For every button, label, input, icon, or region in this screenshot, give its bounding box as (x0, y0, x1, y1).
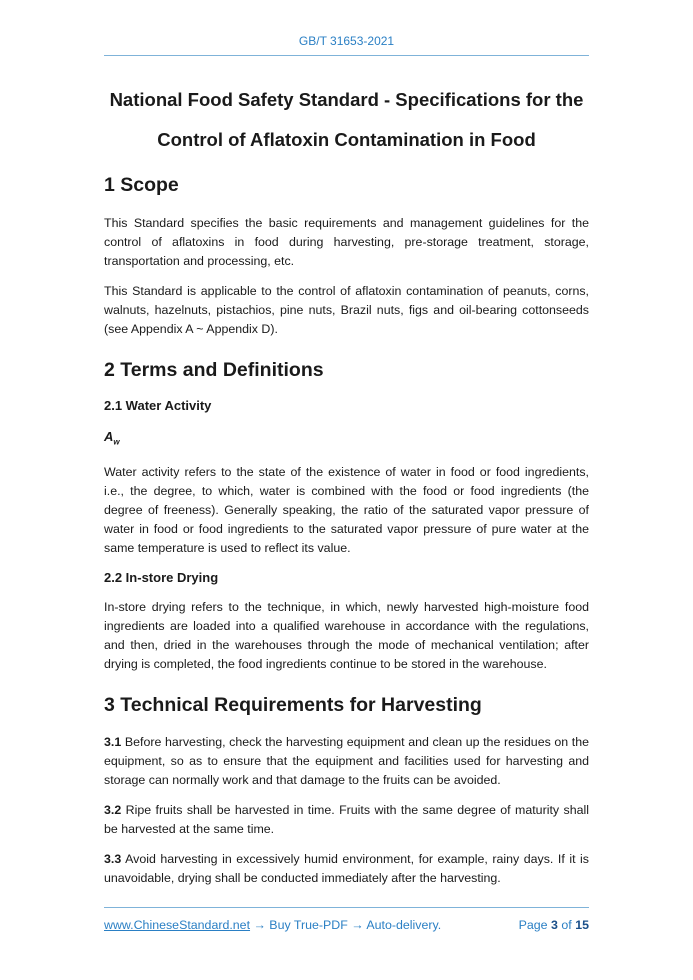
in-store-drying-definition: In-store drying refers to the technique, in which, newly harvested high-moisture food ingredients are loaded into a qualified warehouse in accordance with the regulations, and then, dried in the warehouses through the mode of mechanical ventilation; after drying is completed, the food ingredients continue to be stored in the warehouse. (104, 599, 589, 671)
footer-divider (104, 907, 589, 908)
total-pages: 15 (575, 918, 589, 932)
page-indicator: Page 3 of 15 (518, 918, 589, 932)
section-1-heading: 1 Scope (104, 174, 179, 196)
page-footer (104, 918, 589, 932)
footer-promo-text: → Buy True-PDF → Auto-delivery. (250, 918, 442, 932)
header-divider (104, 55, 589, 56)
clause-3-1: 3.1 Before harvesting, check the harvesting equipment and clean up the residues on the equipment, so as to ensure that the equipment and facilities used for harvesting and storage can normally work and that damage to the fruits can be avoided. (104, 734, 589, 787)
term-2-2-heading: 2.2 In-store Drying (104, 569, 219, 585)
document-id-header: GB/T 31653-2021 (298, 34, 395, 48)
scope-paragraph-2: This Standard is applicable to the control of aflatoxin contamination of peanuts, corns, walnuts, hazelnuts, pistachios, pine nuts, Brazil nuts, figs and oil-bearing cottonseeds (see Appendix A ~ Appendix D). (104, 284, 589, 336)
section-2-heading: 2 Terms and Definitions (104, 359, 324, 381)
clause-3-3: 3.3 Avoid harvesting in excessively humid environment, for example, rainy days. If it is unavoidable, drying shall be conducted immediately after the harvesting. (104, 851, 589, 885)
current-page: 3 (551, 918, 558, 932)
water-activity-definition: Water activity refers to the state of the existence of water in food or food ingredients, i.e., the degree, to which, water is combined with the food or food ingredients (the degree of freeness). Generally speaking, the ratio of the saturated vapor pressure of water in food or food ingredients to the saturated vapor pressure of pure water at the same temperature is used to reflect its value. (104, 464, 589, 555)
section-3-heading: 3 Technical Requirements for Harvesting (104, 693, 482, 716)
term-2-1-heading: 2.1 Water Activity (104, 398, 212, 413)
chinesestandard-link[interactable]: www.ChineseStandard.net (104, 918, 251, 932)
scope-paragraph-1: This Standard specifies the basic requirements and management guidelines for the control of aflatoxins in food during harvesting, pre-storage treatment, storage, transportation and processing, etc. (104, 216, 589, 268)
water-activity-symbol: $A_w$ (104, 429, 120, 447)
document-title-line-1: National Food Safety Standard - Specifications for the (109, 89, 584, 110)
clause-3-2: 3.2 Ripe fruits shall be harvested in time. Fruits with the same degree of maturity shall be harvested at the same time. (104, 802, 589, 836)
footer-promo (104, 918, 441, 932)
document-title-line-2: Control of Aflatoxin Contamination in Food (157, 129, 536, 150)
page-content (104, 80, 589, 888)
